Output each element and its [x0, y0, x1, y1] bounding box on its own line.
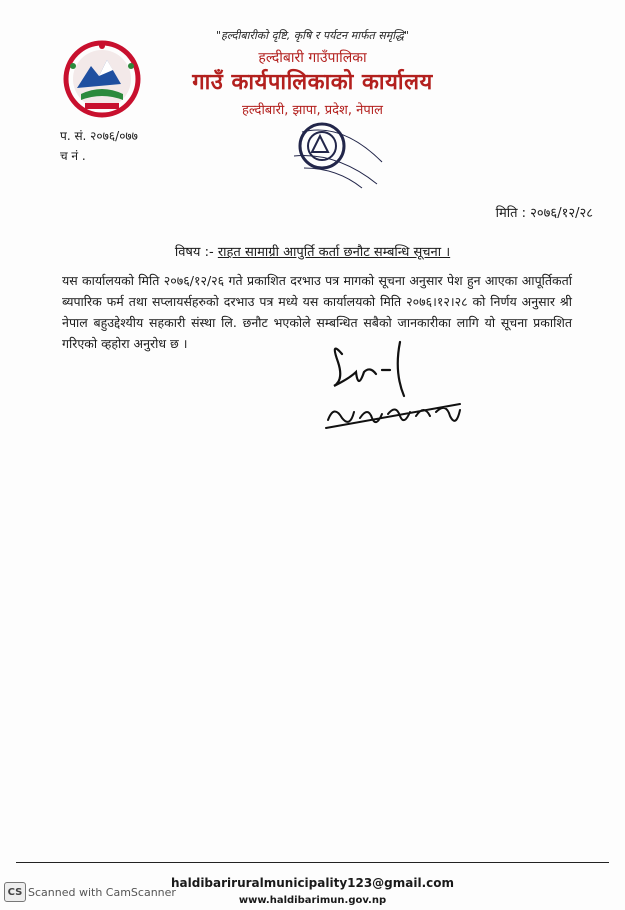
dispatch-number: च नं .: [60, 149, 86, 163]
signature-icon: [320, 332, 470, 442]
footer-divider: [16, 862, 609, 863]
office-address: हल्दीबारी, झापा, प्रदेश, नेपाल: [242, 103, 383, 118]
subject-prefix: विषय :-: [174, 245, 214, 260]
office-stamp-icon: [282, 112, 394, 192]
notice-body: यस कार्यालयको मिति २०७६/१२/२६ गते प्रकाशित दरभाउ पत्र मागको सूचना अनुसार पेश हुन आएका आपूर्तिकर्ता ब्यपारिक फर्म तथा सप्लायर्सहरुको दरभाउ पत्र मध्ये यस कार्यालयको मिति २०७६।१२।२८ को निर्णय अनुसार श्री नेपाल बहुउद्देश्यीय सहकारी संस्था लि. छनौट भएकोले सम्बन्धित सबैको जानकारीका लागि यो सूचना प्रकाशित गरिएको व्हहोरा अनुरोध छ ।: [62, 273, 572, 351]
letter-date: मिति : २०७६/१२/२८: [495, 206, 593, 221]
footer-website[interactable]: www.haldibarimun.gov.np: [238, 895, 387, 906]
office-title: गाउँ कार्यपालिकाको कार्यालय: [192, 70, 433, 95]
footer-email[interactable]: haldibariruralmunicipality123@gmail.com: [170, 876, 455, 890]
subject-text: राहत सामाग्री आपुर्ति कर्ता छनौट सम्बन्धि सूचना ।: [217, 245, 451, 260]
letter-number: प. सं. २०७६/०७७: [60, 129, 138, 143]
scanner-watermark: [4, 882, 176, 902]
reference-block: [60, 126, 138, 166]
scanner-label: Scanned with CamScanner: [28, 885, 176, 899]
camscanner-logo-icon: CS: [4, 882, 26, 902]
subject-line: [0, 242, 625, 260]
header-tagline: "हल्दीबारीको दृष्टि, कृषि र पर्यटन मार्फत समृद्धि": [215, 29, 410, 42]
office-name: हल्दीबारी गाउँपालिका: [258, 50, 367, 66]
